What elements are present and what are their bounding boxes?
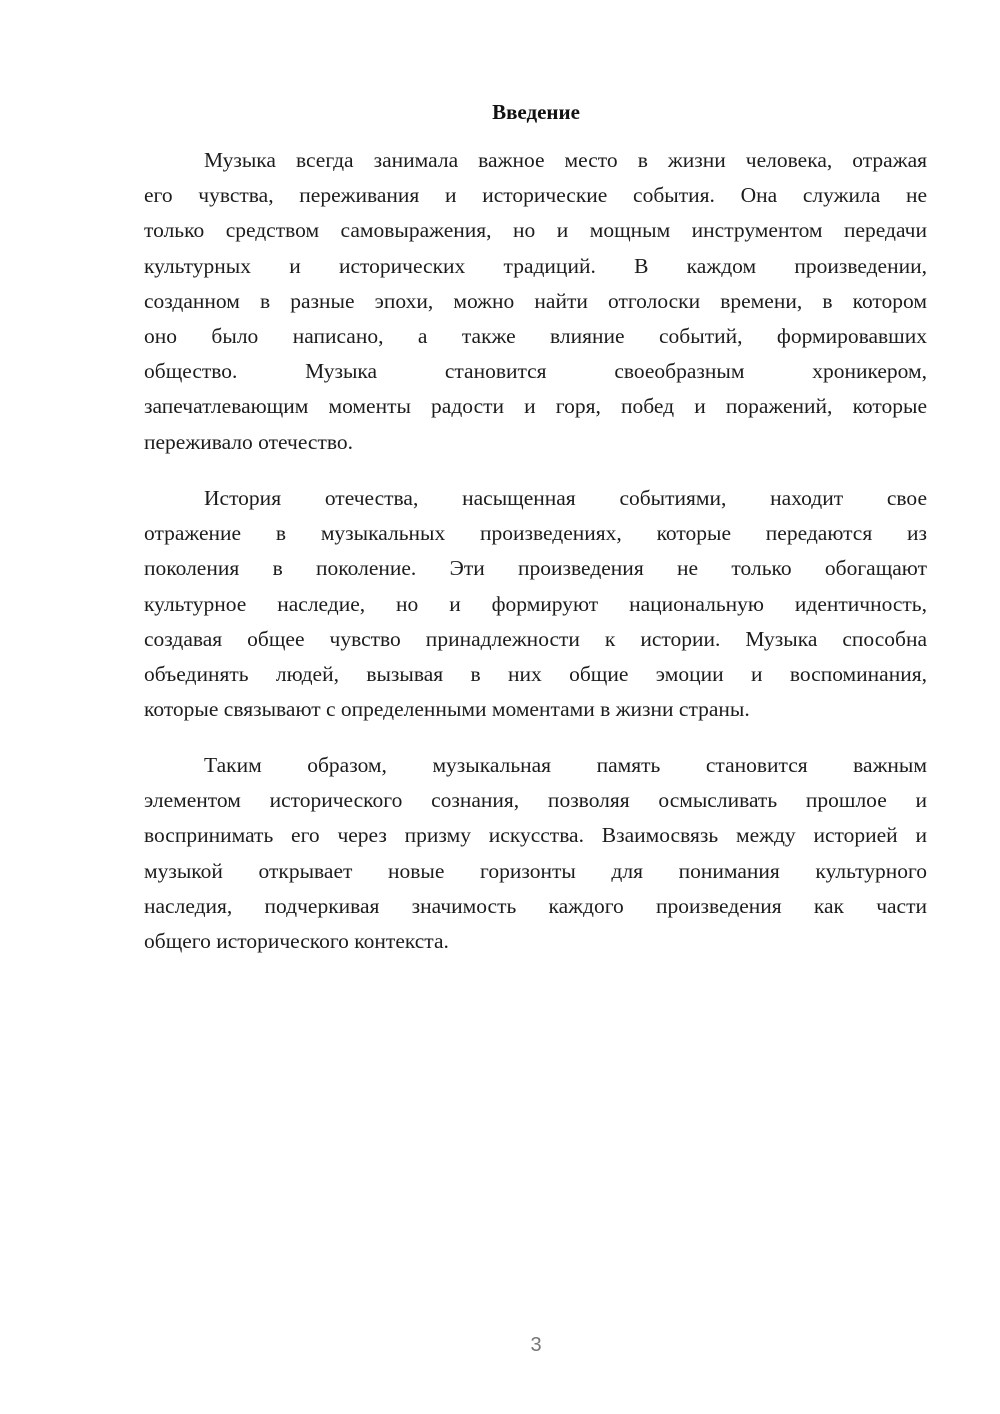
text-line: его чувства, переживания и исторические события. Она служила не [144, 183, 927, 208]
text-line: История отечества, насыщенная событиями, находит свое [204, 486, 927, 510]
text-line: только средством самовыражения, но и мощным инструментом передачи [144, 218, 927, 243]
text-line: оно было написано, а также влияние событий, формировавших [144, 323, 927, 348]
text-line: общество. Музыка становится своеобразным хроникером, [144, 359, 927, 384]
paragraph-history [144, 481, 927, 727]
paragraph-intro [144, 143, 927, 460]
text-line: созданном в разные эпохи, можно найти отголоски времени, в котором [144, 288, 927, 313]
paragraph-conclusion [144, 748, 927, 959]
text-line: которые связывают с определенными моментами в жизни страны. [144, 697, 750, 722]
text-line: элементом исторического сознания, позволяя осмысливать прошлое и [144, 788, 927, 813]
text-line: отражение в музыкальных произведениях, которые передаются из [144, 521, 927, 546]
text-line: поколения в поколение. Эти произведения не только обогащают [144, 556, 927, 581]
text-line: запечатлевающим моменты радости и горя, побед и поражений, которые [144, 394, 927, 419]
text-line: объединять людей, вызывая в них общие эмоции и воспоминания, [144, 661, 927, 686]
page-number: 3 [530, 1334, 542, 1356]
text-line: музыкой открывает новые горизонты для понимания культурного [144, 858, 927, 883]
text-line: культурное наследие, но и формируют национальную идентичность, [144, 591, 927, 616]
text-line: Музыка всегда занимала важное место в жизни человека, отражая [204, 148, 927, 172]
text-line: воспринимать его через призму искусства. Взаимосвязь между историей и [144, 823, 927, 848]
text-line: переживало отечество. [144, 429, 353, 454]
text-line: Таким образом, музыкальная память становится важным [204, 753, 927, 777]
text-line: культурных и исторических традиций. В каждом произведении, [144, 253, 927, 278]
text-line: общего исторического контекста. [144, 928, 449, 953]
section-title: Введение [492, 100, 580, 124]
text-line: наследия, подчеркивая значимость каждого произведения как части [144, 893, 927, 918]
text-line: создавая общее чувство принадлежности к истории. Музыка способна [144, 626, 927, 651]
